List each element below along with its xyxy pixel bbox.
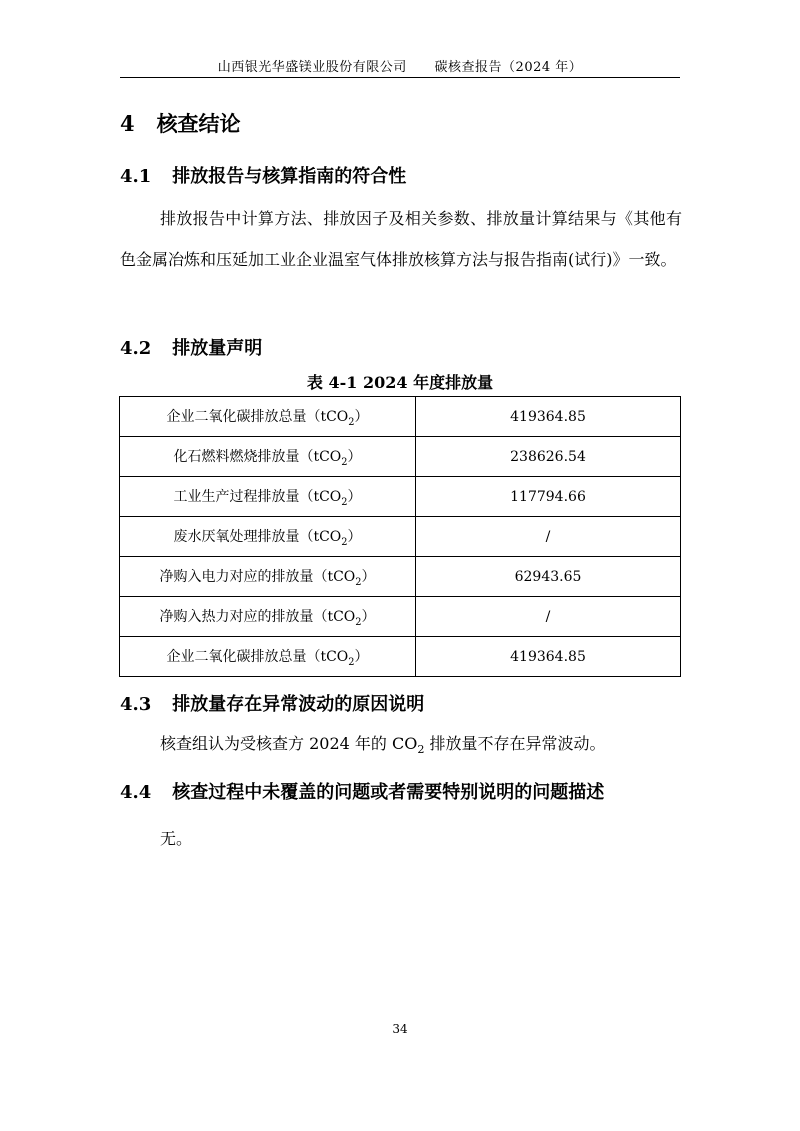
subsection-4-1-title: 排放报告与核算指南的符合性 xyxy=(172,166,407,187)
running-header xyxy=(120,56,680,75)
table-row xyxy=(120,517,681,557)
row-value: 238626.54 xyxy=(416,437,681,477)
row-label-text: 化石燃料燃烧排放量（tCO xyxy=(173,448,342,465)
subsection-4-4-title: 核查过程中未覆盖的问题或者需要特别说明的问题描述 xyxy=(172,782,605,803)
row-label-suffix: ） xyxy=(354,648,369,665)
page-number: 34 xyxy=(392,1022,408,1036)
table-row xyxy=(120,637,681,677)
section-title: 核查结论 xyxy=(156,111,241,136)
row-label-text: 企业二氧化碳排放总量（tCO xyxy=(166,648,349,665)
row-label-text: 工业生产过程排放量（tCO xyxy=(173,488,342,505)
emissions-table xyxy=(119,396,681,677)
row-label-subscript: 2 xyxy=(355,576,362,588)
row-label-suffix: ） xyxy=(347,488,362,505)
row-label-suffix: ） xyxy=(347,528,362,545)
header-report-title: 碳核查报告（2024 年） xyxy=(434,60,583,75)
subsection-4-4-body: 无。 xyxy=(160,829,193,848)
row-value: 117794.66 xyxy=(416,477,681,517)
table-row xyxy=(120,437,681,477)
row-label xyxy=(120,597,416,637)
table-row xyxy=(120,557,681,597)
subsection-4-2-title: 排放量声明 xyxy=(172,338,263,359)
row-label-subscript: 2 xyxy=(341,496,348,508)
row-label-subscript: 2 xyxy=(341,536,348,548)
header-company: 山西银光华盛镁业股份有限公司 xyxy=(217,60,407,75)
row-label-text: 净购入电力对应的排放量（tCO xyxy=(159,568,356,585)
row-label-text: 废水厌氧处理排放量（tCO xyxy=(173,528,342,545)
subsection-4-3-heading xyxy=(120,690,424,716)
body-text: 核查组认为受核查方 2024 年的 CO xyxy=(160,734,418,753)
row-label-text: 企业二氧化碳排放总量（tCO xyxy=(166,408,349,425)
row-label-subscript: 2 xyxy=(348,656,355,668)
row-label xyxy=(120,557,416,597)
row-value: 62943.65 xyxy=(416,557,681,597)
table-row xyxy=(120,597,681,637)
subscript: 2 xyxy=(417,743,425,757)
row-label-suffix: ） xyxy=(347,448,362,465)
row-label-suffix: ） xyxy=(354,408,369,425)
row-label xyxy=(120,477,416,517)
row-label xyxy=(120,437,416,477)
subsection-4-4-heading xyxy=(120,778,604,804)
row-label-suffix: ） xyxy=(361,608,376,625)
row-value: 419364.85 xyxy=(416,637,681,677)
subsection-4-3-body xyxy=(160,731,606,756)
subsection-4-2-heading xyxy=(120,334,262,360)
section-number: 4 xyxy=(120,111,135,136)
row-label-subscript: 2 xyxy=(341,456,348,468)
table-row xyxy=(120,397,681,437)
row-value: / xyxy=(416,517,681,557)
row-label xyxy=(120,637,416,677)
row-label-subscript: 2 xyxy=(355,616,362,628)
row-label-suffix: ） xyxy=(361,568,376,585)
header-divider xyxy=(120,77,680,78)
row-value: 419364.85 xyxy=(416,397,681,437)
subsection-4-2-number: 4.2 xyxy=(120,338,152,359)
subsection-4-1-body: 排放报告中计算方法、排放因子及相关参数、排放量计算结果与《其他有色金属冶炼和压延加工业企业温室气体排放核算方法与报告指南(试行)》一致。 xyxy=(120,209,682,269)
row-value: / xyxy=(416,597,681,637)
row-label-subscript: 2 xyxy=(348,416,355,428)
subsection-4-3-title: 排放量存在异常波动的原因说明 xyxy=(172,694,425,715)
table-caption: 表 4-1 2024 年度排放量 xyxy=(306,373,494,392)
emissions-table-body xyxy=(120,397,681,677)
subsection-4-1-heading xyxy=(120,162,406,188)
row-label xyxy=(120,517,416,557)
row-label-text: 净购入热力对应的排放量（tCO xyxy=(159,608,356,625)
row-label xyxy=(120,397,416,437)
body-text: 排放量不存在异常波动。 xyxy=(424,734,606,753)
subsection-4-4-number: 4.4 xyxy=(120,782,152,803)
section-heading xyxy=(120,108,241,138)
table-row xyxy=(120,477,681,517)
subsection-4-1-number: 4.1 xyxy=(120,166,152,187)
subsection-4-3-number: 4.3 xyxy=(120,694,152,715)
